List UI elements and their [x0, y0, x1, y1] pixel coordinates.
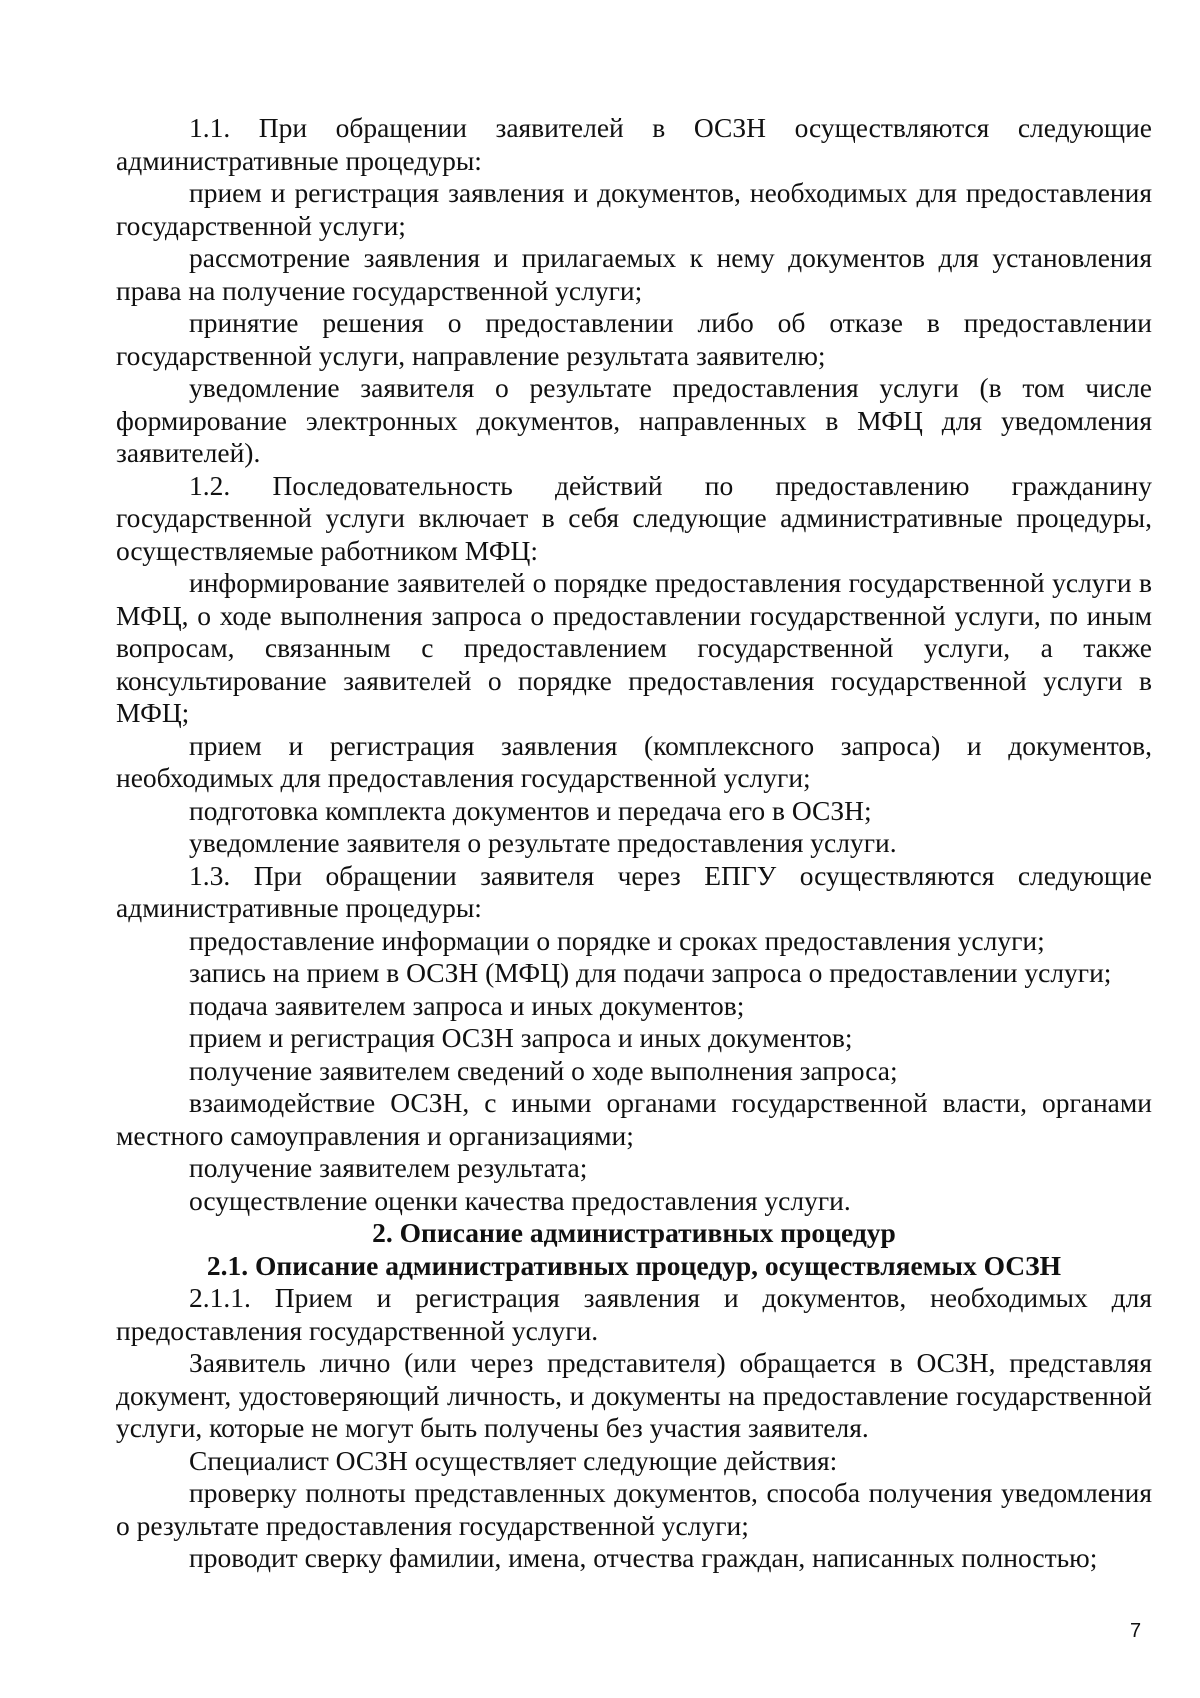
list-item: подготовка комплекта документов и передача его в ОСЗН;	[189, 794, 872, 826]
list-item: проверку полноты представленных документов, способа получения уведомления о результате предоставления государственной услуги;	[116, 1477, 1152, 1541]
list-item: принятие решения о предоставлении либо об отказе в предоставлении государственной услуги, направление результата заявителю;	[116, 307, 1152, 371]
list-item: запись на прием в ОСЗН (МФЦ) для подачи запроса о предоставлении услуги;	[189, 957, 1112, 988]
list-item: взаимодействие ОСЗН, с иными органами государственной власти, органами местного самоуправления и организациями;	[116, 1087, 1152, 1151]
list-item: предоставление информации о порядке и сроках предоставления услуги;	[189, 924, 1045, 956]
list-item: подача заявителем запроса и иных документов;	[189, 989, 745, 1021]
list-item: уведомление заявителя о результате предоставления услуги (в том числе формирование электронных документов, направленных в МФЦ для уведомления заявителей).	[116, 372, 1152, 468]
paragraph-1-3: 1.3. При обращении заявителя через ЕПГУ осуществляются следующие административные процедуры:	[116, 859, 1152, 923]
paragraph-1-1: 1.1. При обращении заявителей в ОСЗН осуществляются следующие административные процедуры:	[116, 112, 1152, 176]
paragraph-1-2: 1.2. Последовательность действий по предоставлению гражданину государственной услуги включает в себя следующие административные процедуры, осуществляемые работником МФЦ:	[116, 469, 1152, 566]
list-item: проводит сверку фамилии, имена, отчества граждан, написанных полностью;	[189, 1542, 1098, 1573]
list-item: прием и регистрация заявления и документов, необходимых для предоставления государственной услуги;	[116, 177, 1152, 241]
list-item: прием и регистрация заявления (комплексного запроса) и документов, необходимых для предоставления государственной услуги;	[116, 729, 1152, 793]
list-item: рассмотрение заявления и прилагаемых к нему документов для установления права на получение государственной услуги;	[116, 242, 1152, 306]
paragraph: Специалист ОСЗН осуществляет следующие действия:	[189, 1444, 838, 1476]
document-page	[116, 112, 1152, 1575]
subsection-heading: 2.1. Описание административных процедур, осуществляемых ОСЗН	[206, 1249, 1062, 1281]
list-item: осуществление оценки качества предоставления услуги.	[189, 1184, 851, 1216]
paragraph-2-1-1: 2.1.1. Прием и регистрация заявления и документов, необходимых для предоставления государственной услуги.	[116, 1282, 1152, 1346]
list-item: уведомление заявителя о результате предоставления услуги.	[189, 827, 897, 858]
list-item: получение заявителем сведений о ходе выполнения запроса;	[189, 1054, 898, 1086]
page-number: 7	[1130, 1620, 1142, 1642]
paragraph: Заявитель лично (или через представителя) обращается в ОСЗН, представляя документ, удостоверяющий личность, и документы на предоставление государственной услуги, которые не могут быть получены без участия заявителя.	[116, 1347, 1152, 1443]
list-item: информирование заявителей о порядке предоставления государственной услуги в МФЦ, о ходе выполнения запроса о предоставлении государственной услуги, по иным вопросам, связанным с предоставлением государственной услуги, а также консультирование заявителей о порядке предоставления государственной услуги в МФЦ;	[116, 567, 1152, 728]
section-heading: 2. Описание административных процедур	[372, 1217, 896, 1248]
list-item: прием и регистрация ОСЗН запроса и иных документов;	[189, 1022, 853, 1053]
list-item: получение заявителем результата;	[189, 1152, 588, 1183]
